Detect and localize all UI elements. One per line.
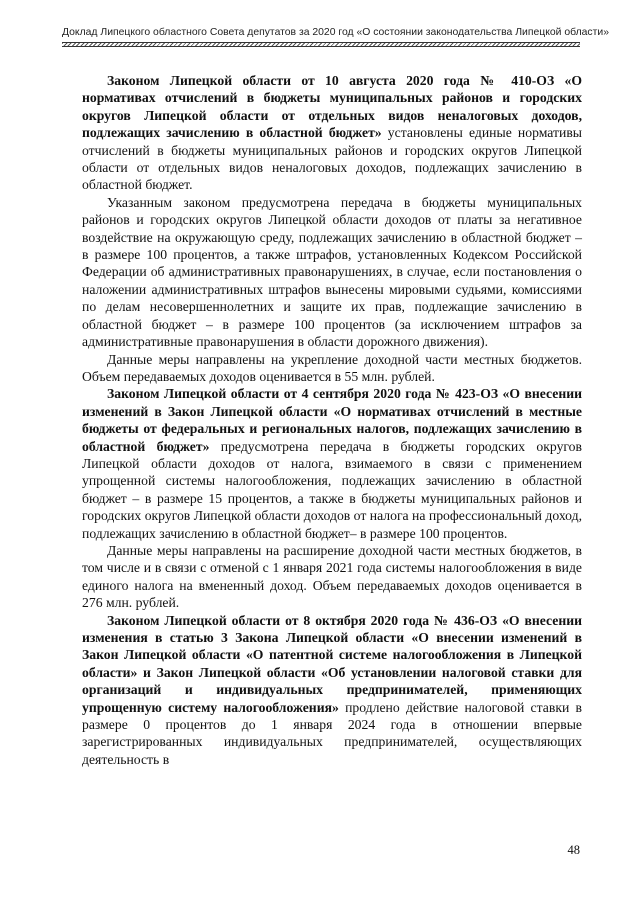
measures-55-text: Данные меры направлены на укрепление доходной части местных бюджетов. Объем передаваемых доходов оценивается в 55 млн. рублей. bbox=[82, 351, 582, 384]
measures-276-text: Данные меры направлены на расширение доходной части местных бюджетов, в том числе и в связи с отменой с 1 января 2021 года системы налогообложения в виде единого налога на вмененный доход. Объем передаваемых доходов оценивается в 276 млн. рублей. bbox=[82, 542, 582, 611]
document-body bbox=[82, 72, 582, 768]
paragraph-measures-55 bbox=[82, 351, 582, 386]
header-rule bbox=[62, 42, 580, 47]
transfer-details-text: Указанным законом предусмотрена передача в бюджеты муниципальных районов и городских округов Липецкой области доходов от платы за негативное воздействие на окружающую среду, подлежащих зачислению в областной бюджет – в размере 100 процентов, а также штрафов, установленных Кодексом Российской Федерации об административных правонарушениях, в случае, если постановления о наложении административных штрафов вынесены мировыми судьями, комиссиями по делам несовершеннолетних и защите их прав, подлежащие зачислению в областной бюджет – в размере 100 процентов (за исключением штрафов за административные правонарушения в области дорожного движения). bbox=[82, 194, 582, 350]
running-header: Доклад Липецкого областного Совета депутатов за 2020 год «О состоянии законодательства Липецкой области» bbox=[62, 27, 609, 38]
law-423-title: Законом Липецкой области от 4 сентября 2020 года № 423-ОЗ «О внесении изменений в Закон Липецкой области «О нормативах отчислений в местные бюджеты от федеральных и региональных налогов, подлежащих зачислению в областной бюджет» bbox=[82, 386, 582, 454]
page-number: 48 bbox=[567, 843, 580, 857]
paragraph-law-423 bbox=[82, 385, 582, 542]
paragraph-transfer-details bbox=[82, 194, 582, 351]
law-410-title: Законом Липецкой области от 10 августа 2020 года № 410-ОЗ «О нормативах отчислений в бюджеты муниципальных районов и городских округов Липецкой области от отдельных видов неналоговых доходов, подлежащих зачислению в областной бюджет» bbox=[82, 73, 582, 141]
law-410-text: установлены единые нормативы отчислений в бюджеты муниципальных районов и городских округов Липецкой области от отдельных видов неналоговых доходов, подлежащих зачислению в областной бюджет. bbox=[82, 125, 582, 193]
law-436-title: Законом Липецкой области от 8 октября 2020 года № 436-ОЗ «О внесении изменения в статью 3 Закона Липецкой области «О внесении изменений в Закон Липецкой области «О патентной системе налогообложения в Липецкой области» и Закон Липецкой области «Об установлении налоговой ставки для организаций и индивидуальных предпринимателей, применяющих упрощенную систему налогообложения» bbox=[82, 612, 582, 715]
paragraph-law-436 bbox=[82, 612, 582, 769]
paragraph-law-410 bbox=[82, 72, 582, 194]
law-423-text: предусмотрена передача в бюджеты городских округов Липецкой области доходов от налога, взимаемого в связи с применением упрощенной системы налогообложения, подлежащих зачислению в областной бюджет – в размере 15 процентов, а также в бюджеты муниципальных районов и городских округов Липецкой области доходов от налога на профессиональный доход, подлежащих зачислению в областной бюджет– в размере 100 процентов. bbox=[82, 438, 582, 541]
paragraph-measures-276 bbox=[82, 542, 582, 612]
law-436-text: продлено действие налоговой ставки в размере 0 процентов до 1 января 2024 года в отношении впервые зарегистрированных индивидуальных предпринимателей, осуществляющих деятельность в bbox=[82, 699, 582, 767]
